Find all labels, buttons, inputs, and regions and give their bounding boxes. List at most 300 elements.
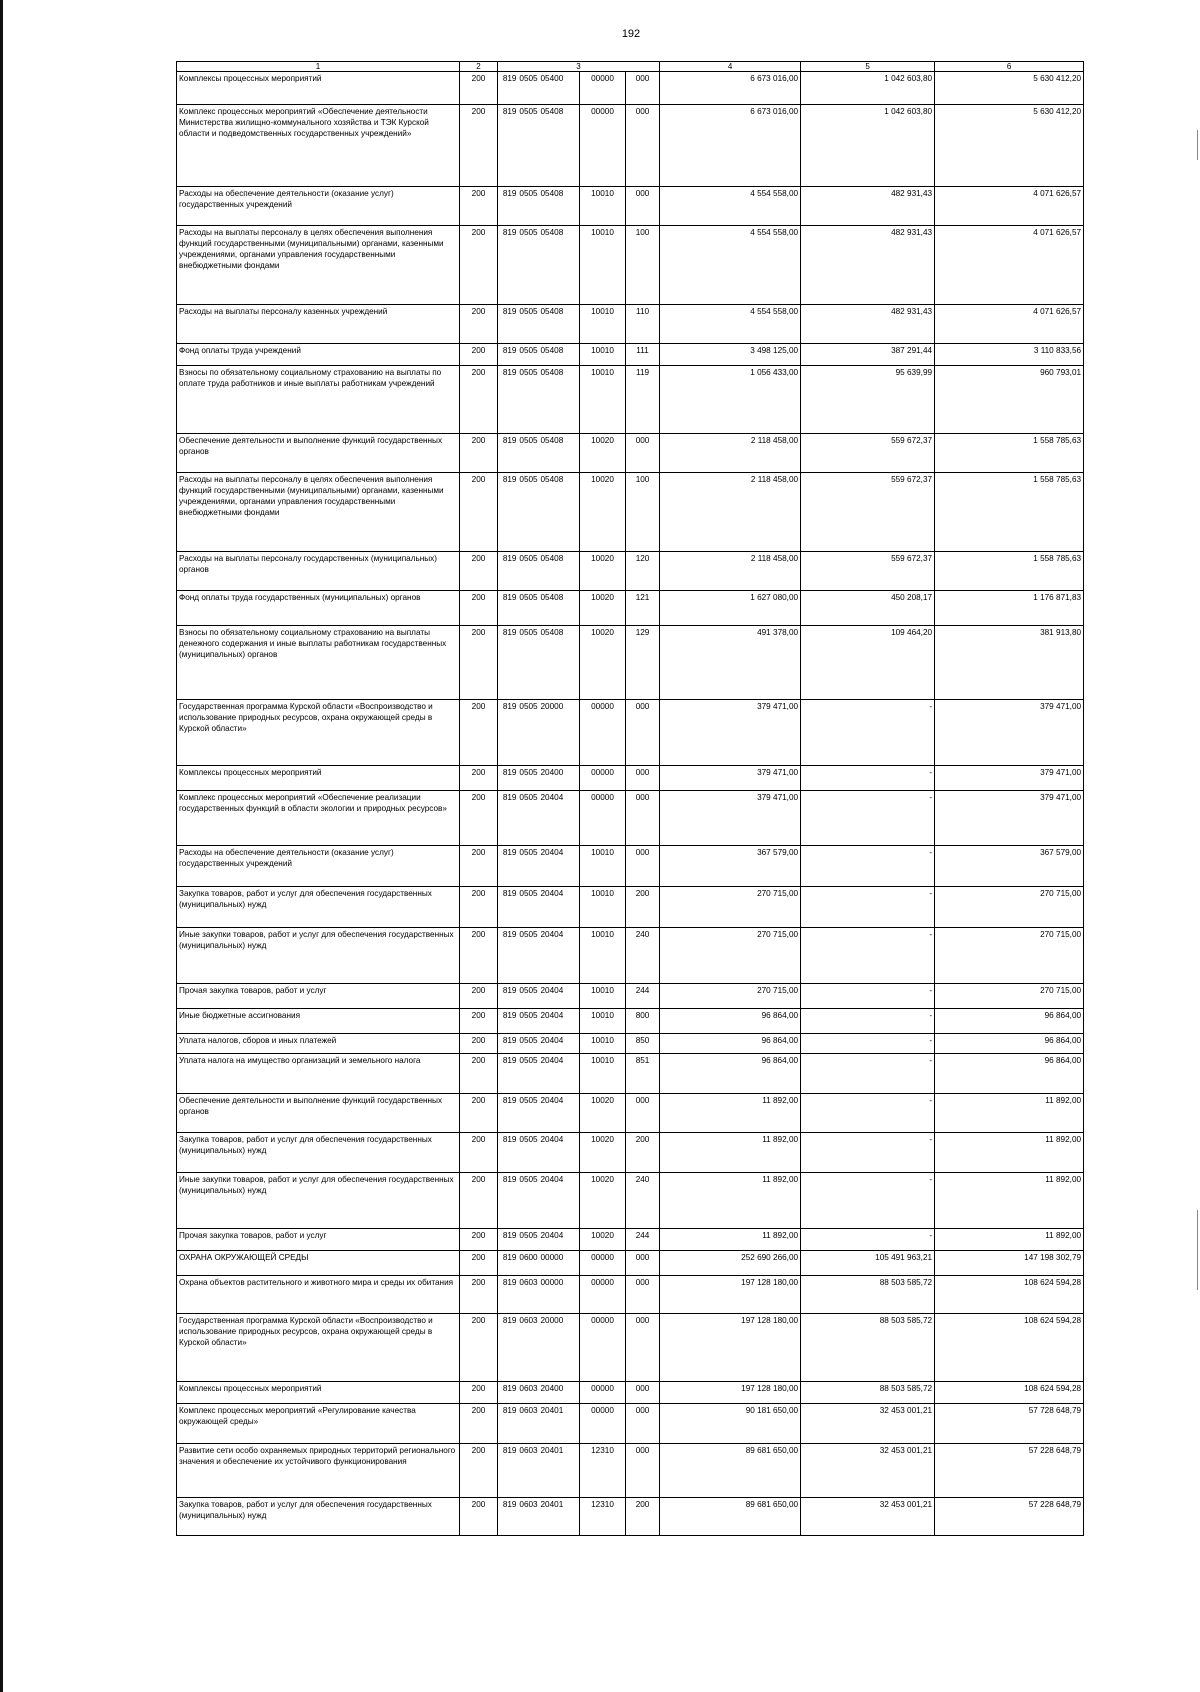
row-col2: 200 xyxy=(460,344,498,366)
row-code-b: 0505 xyxy=(518,187,540,226)
row-col2: 200 xyxy=(460,105,498,187)
row-code-a: 819 xyxy=(498,928,518,984)
row-col2: 200 xyxy=(460,552,498,591)
row-col2: 200 xyxy=(460,226,498,305)
row-col2: 200 xyxy=(460,766,498,791)
row-value-5: 559 672,37 xyxy=(801,552,935,591)
row-value-5: 559 672,37 xyxy=(801,434,935,473)
row-value-5: 1 042 603,80 xyxy=(801,72,935,105)
row-code-b: 0505 xyxy=(518,1034,540,1054)
row-code-e: 119 xyxy=(626,366,660,434)
table-row xyxy=(177,984,1084,1009)
row-col2: 200 xyxy=(460,700,498,766)
row-value-4: 1 627 080,00 xyxy=(660,591,801,626)
row-code-b: 0505 xyxy=(518,72,540,105)
row-name: Взносы по обязательному социальному страхованию на выплаты по оплате труда работников и иные выплаты работникам учреждений xyxy=(177,366,460,434)
row-code-b: 0505 xyxy=(518,1054,540,1094)
table-row xyxy=(177,1382,1084,1404)
row-col2: 200 xyxy=(460,984,498,1009)
row-value-4: 197 128 180,00 xyxy=(660,1276,801,1314)
row-col2: 200 xyxy=(460,434,498,473)
row-code-b: 0505 xyxy=(518,1173,540,1229)
table-row xyxy=(177,366,1084,434)
row-code-b: 0505 xyxy=(518,791,540,846)
row-code-a: 819 xyxy=(498,1444,518,1498)
table-row xyxy=(177,1444,1084,1498)
row-name: Расходы на обеспечение деятельности (оказание услуг) государственных учреждений xyxy=(177,846,460,887)
row-code-e: 000 xyxy=(626,1382,660,1404)
row-value-5: - xyxy=(801,700,935,766)
table-row xyxy=(177,305,1084,344)
row-code-a: 819 xyxy=(498,791,518,846)
row-code-a: 819 xyxy=(498,1133,518,1173)
row-code-e: 244 xyxy=(626,1229,660,1251)
row-value-4: 6 673 016,00 xyxy=(660,72,801,105)
row-code-d: 10010 xyxy=(580,226,626,305)
row-col2: 200 xyxy=(460,846,498,887)
row-col2: 200 xyxy=(460,1034,498,1054)
page-number: 192 xyxy=(621,28,641,40)
row-name: Закупка товаров, работ и услуг для обеспечения государственных (муниципальных) нужд xyxy=(177,1133,460,1173)
row-code-d: 10010 xyxy=(580,1034,626,1054)
row-code-b: 0505 xyxy=(518,552,540,591)
row-name: Фонд оплаты труда государственных (муниципальных) органов xyxy=(177,591,460,626)
row-code-a: 819 xyxy=(498,366,518,434)
row-code-b: 0505 xyxy=(518,305,540,344)
row-value-6: 4 071 626,57 xyxy=(935,305,1084,344)
row-col2: 200 xyxy=(460,1173,498,1229)
row-value-6: 147 198 302,79 xyxy=(935,1251,1084,1276)
row-name: Комплекс процессных мероприятий «Регулирование качества окружающей среды» xyxy=(177,1404,460,1444)
row-code-e: 000 xyxy=(626,700,660,766)
row-value-6: 270 715,00 xyxy=(935,984,1084,1009)
row-code-a: 819 xyxy=(498,591,518,626)
header-col-2: 2 xyxy=(460,62,498,72)
table-row xyxy=(177,1276,1084,1314)
row-code-a: 819 xyxy=(498,473,518,552)
row-code-a: 819 xyxy=(498,1404,518,1444)
row-name: Закупка товаров, работ и услуг для обеспечения государственных (муниципальных) нужд xyxy=(177,887,460,928)
row-code-a: 819 xyxy=(498,226,518,305)
row-code-b: 0505 xyxy=(518,226,540,305)
row-value-4: 11 892,00 xyxy=(660,1173,801,1229)
row-value-4: 2 118 458,00 xyxy=(660,434,801,473)
row-code-e: 000 xyxy=(626,1276,660,1314)
row-value-6: 1 558 785,63 xyxy=(935,434,1084,473)
row-col2: 200 xyxy=(460,1094,498,1133)
row-code-b: 0600 xyxy=(518,1251,540,1276)
row-code-e: 000 xyxy=(626,846,660,887)
row-name: Комплексы процессных мероприятий xyxy=(177,1382,460,1404)
row-value-5: 105 491 963,21 xyxy=(801,1251,935,1276)
row-code-c: 05408 xyxy=(540,591,580,626)
row-col2: 200 xyxy=(460,791,498,846)
row-value-6: 960 793,01 xyxy=(935,366,1084,434)
row-code-c: 20404 xyxy=(540,984,580,1009)
row-code-e: 000 xyxy=(626,1444,660,1498)
row-code-c: 05408 xyxy=(540,434,580,473)
row-col2: 200 xyxy=(460,1276,498,1314)
row-code-d: 00000 xyxy=(580,1314,626,1382)
row-value-5: - xyxy=(801,887,935,928)
row-value-6: 5 630 412,20 xyxy=(935,72,1084,105)
row-code-b: 0603 xyxy=(518,1382,540,1404)
row-value-4: 197 128 180,00 xyxy=(660,1382,801,1404)
row-code-e: 000 xyxy=(626,72,660,105)
row-value-6: 96 864,00 xyxy=(935,1009,1084,1034)
row-value-6: 3 110 833,56 xyxy=(935,344,1084,366)
row-value-5: - xyxy=(801,984,935,1009)
row-value-6: 11 892,00 xyxy=(935,1173,1084,1229)
row-value-5: 88 503 585,72 xyxy=(801,1276,935,1314)
row-code-a: 819 xyxy=(498,1276,518,1314)
row-value-4: 4 554 558,00 xyxy=(660,226,801,305)
row-code-b: 0505 xyxy=(518,846,540,887)
row-code-e: 000 xyxy=(626,434,660,473)
row-value-5: 88 503 585,72 xyxy=(801,1314,935,1382)
row-value-6: 1 176 871,83 xyxy=(935,591,1084,626)
row-code-c: 20404 xyxy=(540,1173,580,1229)
row-code-b: 0505 xyxy=(518,626,540,700)
row-value-5: - xyxy=(801,1173,935,1229)
row-code-d: 10010 xyxy=(580,984,626,1009)
row-name: Иные закупки товаров, работ и услуг для обеспечения государственных (муниципальных) нужд xyxy=(177,928,460,984)
row-code-c: 20401 xyxy=(540,1404,580,1444)
row-value-4: 90 181 650,00 xyxy=(660,1404,801,1444)
row-code-d: 10020 xyxy=(580,1173,626,1229)
row-code-c: 20404 xyxy=(540,791,580,846)
row-code-c: 05408 xyxy=(540,105,580,187)
row-value-6: 57 728 648,79 xyxy=(935,1404,1084,1444)
row-value-5: 450 208,17 xyxy=(801,591,935,626)
table-row xyxy=(177,591,1084,626)
row-code-c: 20404 xyxy=(540,846,580,887)
row-col2: 200 xyxy=(460,626,498,700)
row-value-6: 5 630 412,20 xyxy=(935,105,1084,187)
row-code-d: 10010 xyxy=(580,187,626,226)
row-code-d: 00000 xyxy=(580,700,626,766)
row-name: Комплексы процессных мероприятий xyxy=(177,766,460,791)
table-body xyxy=(177,72,1084,1536)
row-code-c: 20404 xyxy=(540,1009,580,1034)
row-code-c: 05408 xyxy=(540,473,580,552)
header-col-1: 1 xyxy=(177,62,460,72)
row-code-e: 111 xyxy=(626,344,660,366)
row-code-a: 819 xyxy=(498,105,518,187)
row-col2: 200 xyxy=(460,1314,498,1382)
row-code-d: 10020 xyxy=(580,434,626,473)
row-value-5: - xyxy=(801,766,935,791)
row-code-a: 819 xyxy=(498,626,518,700)
row-value-6: 270 715,00 xyxy=(935,887,1084,928)
row-name: Развитие сети особо охраняемых природных территорий регионального значения и обеспечение их устойчивого функционирования xyxy=(177,1444,460,1498)
table-row xyxy=(177,1173,1084,1229)
row-code-e: 100 xyxy=(626,226,660,305)
row-value-5: 1 042 603,80 xyxy=(801,105,935,187)
row-code-d: 10020 xyxy=(580,1229,626,1251)
row-code-b: 0505 xyxy=(518,766,540,791)
row-col2: 200 xyxy=(460,591,498,626)
row-name: Расходы на обеспечение деятельности (оказание услуг) государственных учреждений xyxy=(177,187,460,226)
row-code-b: 0505 xyxy=(518,700,540,766)
header-col-4: 4 xyxy=(660,62,801,72)
row-code-c: 20404 xyxy=(540,928,580,984)
row-value-5: - xyxy=(801,1009,935,1034)
table-row xyxy=(177,1404,1084,1444)
row-col2: 200 xyxy=(460,1251,498,1276)
row-code-a: 819 xyxy=(498,1382,518,1404)
row-value-4: 367 579,00 xyxy=(660,846,801,887)
scan-edge-mark xyxy=(1197,130,1198,160)
table-row xyxy=(177,887,1084,928)
row-code-c: 20404 xyxy=(540,887,580,928)
row-value-6: 96 864,00 xyxy=(935,1034,1084,1054)
row-code-e: 200 xyxy=(626,1133,660,1173)
row-value-4: 89 681 650,00 xyxy=(660,1498,801,1536)
row-value-5: 32 453 001,21 xyxy=(801,1444,935,1498)
row-col2: 200 xyxy=(460,887,498,928)
row-name: Обеспечение деятельности и выполнение функций государственных органов xyxy=(177,1094,460,1133)
row-code-d: 00000 xyxy=(580,1382,626,1404)
row-value-4: 11 892,00 xyxy=(660,1133,801,1173)
row-name: Комплексы процессных мероприятий xyxy=(177,72,460,105)
row-code-b: 0505 xyxy=(518,984,540,1009)
row-code-d: 10020 xyxy=(580,1094,626,1133)
row-col2: 200 xyxy=(460,1498,498,1536)
row-code-c: 00000 xyxy=(540,1276,580,1314)
row-code-d: 00000 xyxy=(580,105,626,187)
row-name: Охрана объектов растительного и животного мира и среды их обитания xyxy=(177,1276,460,1314)
row-code-b: 0603 xyxy=(518,1404,540,1444)
row-code-a: 819 xyxy=(498,1054,518,1094)
row-code-c: 20404 xyxy=(540,1133,580,1173)
row-code-d: 10010 xyxy=(580,305,626,344)
header-col-6: 6 xyxy=(935,62,1084,72)
row-value-5: 88 503 585,72 xyxy=(801,1382,935,1404)
row-code-c: 05408 xyxy=(540,226,580,305)
row-code-e: 000 xyxy=(626,187,660,226)
row-code-c: 20404 xyxy=(540,1034,580,1054)
row-value-5: 559 672,37 xyxy=(801,473,935,552)
row-code-a: 819 xyxy=(498,1498,518,1536)
row-value-4: 379 471,00 xyxy=(660,700,801,766)
table-row xyxy=(177,1094,1084,1133)
row-code-d: 10010 xyxy=(580,344,626,366)
row-code-a: 819 xyxy=(498,72,518,105)
row-code-e: 000 xyxy=(626,105,660,187)
row-code-a: 819 xyxy=(498,305,518,344)
row-code-c: 20401 xyxy=(540,1444,580,1498)
row-value-4: 379 471,00 xyxy=(660,766,801,791)
table-row xyxy=(177,1133,1084,1173)
row-code-c: 05408 xyxy=(540,187,580,226)
row-code-e: 851 xyxy=(626,1054,660,1094)
row-value-4: 2 118 458,00 xyxy=(660,552,801,591)
row-code-d: 10010 xyxy=(580,1054,626,1094)
row-code-d: 10010 xyxy=(580,846,626,887)
budget-table xyxy=(176,61,1084,1536)
row-code-a: 819 xyxy=(498,1314,518,1382)
row-value-4: 11 892,00 xyxy=(660,1094,801,1133)
table-row xyxy=(177,1009,1084,1034)
table-row xyxy=(177,1034,1084,1054)
table-row xyxy=(177,1314,1084,1382)
table-row xyxy=(177,928,1084,984)
table-row xyxy=(177,626,1084,700)
row-value-6: 379 471,00 xyxy=(935,766,1084,791)
row-code-a: 819 xyxy=(498,766,518,791)
row-value-6: 1 558 785,63 xyxy=(935,552,1084,591)
row-name: Расходы на выплаты персоналу в целях обеспечения выполнения функций государственными (муниципальными) органами, казенными учреждениями, органами управления государственными внебюджетными фондами xyxy=(177,473,460,552)
row-name: Уплата налогов, сборов и иных платежей xyxy=(177,1034,460,1054)
row-value-4: 3 498 125,00 xyxy=(660,344,801,366)
row-value-6: 11 892,00 xyxy=(935,1229,1084,1251)
row-code-e: 000 xyxy=(626,1251,660,1276)
row-value-6: 108 624 594,28 xyxy=(935,1276,1084,1314)
row-value-5: 109 464,20 xyxy=(801,626,935,700)
row-code-a: 819 xyxy=(498,1229,518,1251)
row-value-6: 11 892,00 xyxy=(935,1133,1084,1173)
row-value-4: 252 690 266,00 xyxy=(660,1251,801,1276)
table-row xyxy=(177,226,1084,305)
table-row xyxy=(177,1054,1084,1094)
row-code-b: 0505 xyxy=(518,591,540,626)
row-code-b: 0505 xyxy=(518,344,540,366)
row-code-d: 12310 xyxy=(580,1498,626,1536)
row-value-4: 270 715,00 xyxy=(660,984,801,1009)
table-row xyxy=(177,344,1084,366)
row-value-6: 1 558 785,63 xyxy=(935,473,1084,552)
row-value-4: 96 864,00 xyxy=(660,1009,801,1034)
row-value-5: - xyxy=(801,1229,935,1251)
row-col2: 200 xyxy=(460,1382,498,1404)
row-code-d: 00000 xyxy=(580,766,626,791)
row-col2: 200 xyxy=(460,473,498,552)
header-row xyxy=(177,62,1084,72)
row-value-4: 379 471,00 xyxy=(660,791,801,846)
row-code-b: 0505 xyxy=(518,1133,540,1173)
row-value-5: 32 453 001,21 xyxy=(801,1404,935,1444)
row-code-e: 200 xyxy=(626,1498,660,1536)
row-value-4: 4 554 558,00 xyxy=(660,305,801,344)
row-code-b: 0603 xyxy=(518,1444,540,1498)
row-name: Взносы по обязательному социальному страхованию на выплаты денежного содержания и иные выплаты работникам государственных (муниципальных) органов xyxy=(177,626,460,700)
row-value-4: 96 864,00 xyxy=(660,1034,801,1054)
row-value-6: 108 624 594,28 xyxy=(935,1314,1084,1382)
row-value-6: 11 892,00 xyxy=(935,1094,1084,1133)
row-code-d: 10010 xyxy=(580,1009,626,1034)
row-value-4: 11 892,00 xyxy=(660,1229,801,1251)
row-name: Обеспечение деятельности и выполнение функций государственных органов xyxy=(177,434,460,473)
row-col2: 200 xyxy=(460,928,498,984)
row-code-a: 819 xyxy=(498,984,518,1009)
row-value-6: 4 071 626,57 xyxy=(935,226,1084,305)
row-value-4: 89 681 650,00 xyxy=(660,1444,801,1498)
row-code-e: 000 xyxy=(626,1314,660,1382)
row-code-a: 819 xyxy=(498,1173,518,1229)
row-code-d: 00000 xyxy=(580,1276,626,1314)
row-code-e: 129 xyxy=(626,626,660,700)
row-name: Расходы на выплаты персоналу в целях обеспечения выполнения функций государственными (муниципальными) органами, казенными учреждениями, органами управления государственными внебюджетными фондами xyxy=(177,226,460,305)
row-code-c: 20404 xyxy=(540,1094,580,1133)
row-name: Государственная программа Курской области «Воспроизводство и использование природных ресурсов, охрана окружающей среды в Курской области» xyxy=(177,700,460,766)
scan-edge-left xyxy=(0,0,3,1692)
row-code-c: 05408 xyxy=(540,305,580,344)
row-value-6: 96 864,00 xyxy=(935,1054,1084,1094)
row-code-d: 00000 xyxy=(580,1404,626,1444)
row-code-d: 00000 xyxy=(580,72,626,105)
row-value-5: - xyxy=(801,1133,935,1173)
row-col2: 200 xyxy=(460,1009,498,1034)
row-value-5: - xyxy=(801,791,935,846)
row-value-6: 381 913,80 xyxy=(935,626,1084,700)
table-row xyxy=(177,766,1084,791)
row-code-c: 20401 xyxy=(540,1498,580,1536)
row-value-6: 108 624 594,28 xyxy=(935,1382,1084,1404)
row-name: Закупка товаров, работ и услуг для обеспечения государственных (муниципальных) нужд xyxy=(177,1498,460,1536)
row-code-a: 819 xyxy=(498,187,518,226)
row-value-6: 4 071 626,57 xyxy=(935,187,1084,226)
row-value-6: 367 579,00 xyxy=(935,846,1084,887)
row-code-d: 10010 xyxy=(580,887,626,928)
row-name: Расходы на выплаты персоналу государственных (муниципальных) органов xyxy=(177,552,460,591)
header-col-5: 5 xyxy=(801,62,935,72)
row-code-b: 0603 xyxy=(518,1498,540,1536)
table-row xyxy=(177,187,1084,226)
row-code-c: 20000 xyxy=(540,1314,580,1382)
row-code-a: 819 xyxy=(498,344,518,366)
row-value-4: 491 378,00 xyxy=(660,626,801,700)
row-code-a: 819 xyxy=(498,552,518,591)
row-code-d: 10020 xyxy=(580,552,626,591)
row-code-b: 0505 xyxy=(518,1094,540,1133)
row-code-c: 20400 xyxy=(540,766,580,791)
row-code-e: 000 xyxy=(626,1404,660,1444)
row-value-6: 379 471,00 xyxy=(935,700,1084,766)
row-code-d: 10020 xyxy=(580,473,626,552)
row-code-e: 850 xyxy=(626,1034,660,1054)
row-col2: 200 xyxy=(460,1444,498,1498)
row-name: Уплата налога на имущество организаций и земельного налога xyxy=(177,1054,460,1094)
row-col2: 200 xyxy=(460,1133,498,1173)
row-code-a: 819 xyxy=(498,846,518,887)
row-value-5: 32 453 001,21 xyxy=(801,1498,935,1536)
row-code-d: 10020 xyxy=(580,591,626,626)
row-code-c: 20404 xyxy=(540,1054,580,1094)
row-code-b: 0505 xyxy=(518,105,540,187)
row-code-c: 05408 xyxy=(540,552,580,591)
row-name: Прочая закупка товаров, работ и услуг xyxy=(177,984,460,1009)
table-row xyxy=(177,846,1084,887)
header-col-3: 3 xyxy=(498,62,660,72)
row-code-c: 20404 xyxy=(540,1229,580,1251)
row-name: Иные бюджетные ассигнования xyxy=(177,1009,460,1034)
row-value-4: 270 715,00 xyxy=(660,887,801,928)
row-value-5: 482 931,43 xyxy=(801,187,935,226)
row-col2: 200 xyxy=(460,305,498,344)
row-code-e: 240 xyxy=(626,928,660,984)
table-row xyxy=(177,700,1084,766)
row-col2: 200 xyxy=(460,1229,498,1251)
row-code-a: 819 xyxy=(498,700,518,766)
row-value-5: - xyxy=(801,1094,935,1133)
table-row xyxy=(177,105,1084,187)
scan-edge-mark xyxy=(1197,1210,1198,1290)
row-value-6: 379 471,00 xyxy=(935,791,1084,846)
row-code-a: 819 xyxy=(498,1251,518,1276)
row-col2: 200 xyxy=(460,1054,498,1094)
row-value-5: - xyxy=(801,1034,935,1054)
